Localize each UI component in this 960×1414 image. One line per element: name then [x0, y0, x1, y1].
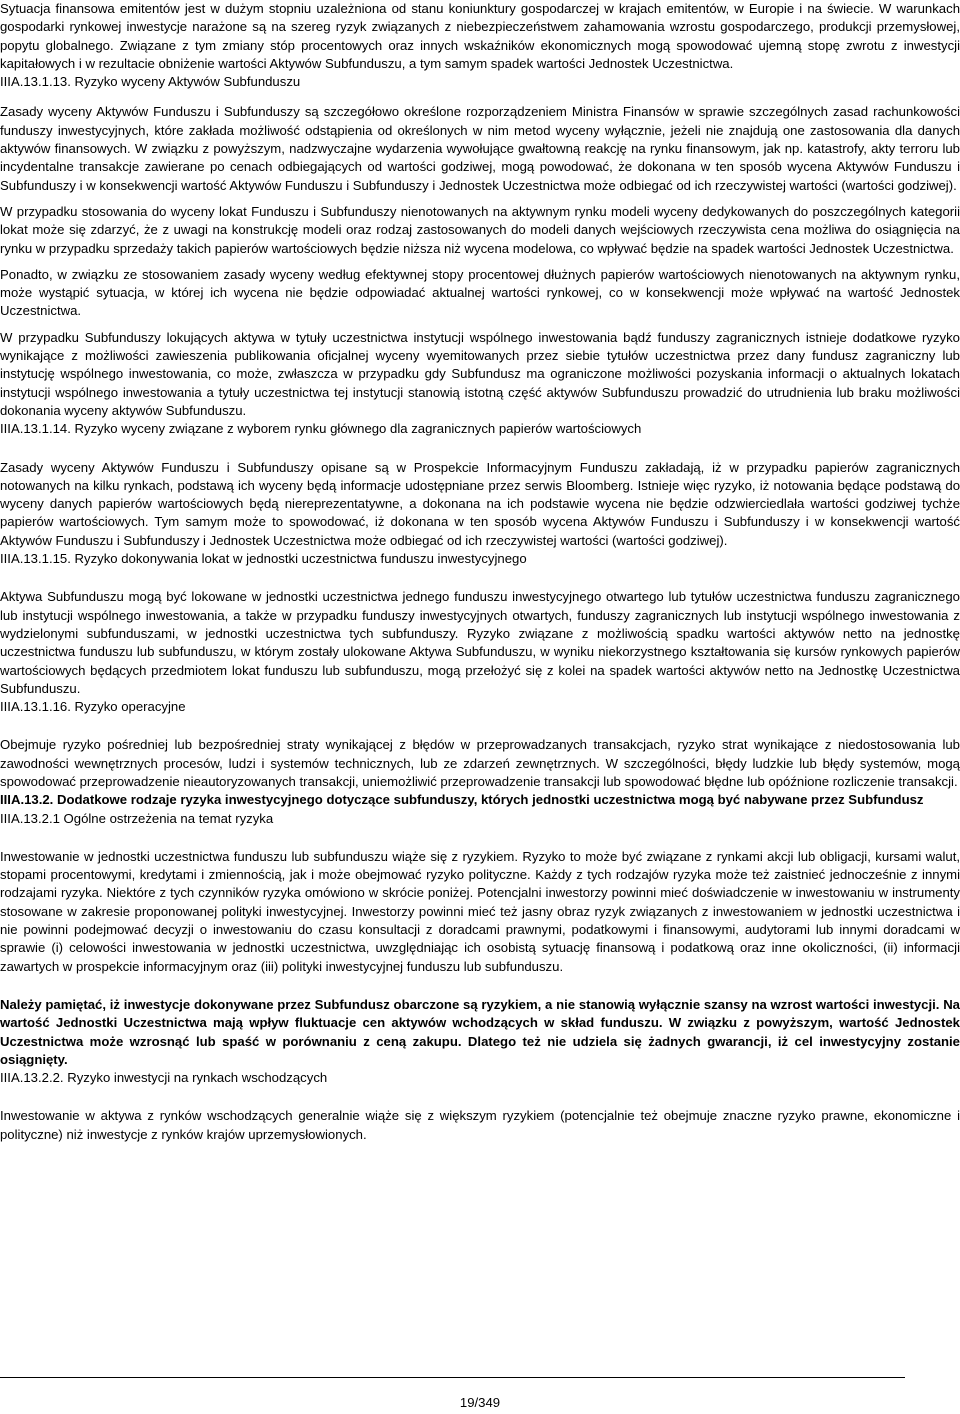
paragraph: Sytuacja finansowa emitentów jest w dużym stopniu uzależniona od stanu koniunktury gospodarczej w krajach emitentów, w Europie i na świecie. W warunkach gospodarki rynkowej inwestycje narażone są na szereg ryzyk związanych z niebezpieczeństwem zahamowania wzrostu gospodarczego, produkcji przemysłowej, popytu globalnego. Związane z tym zmiany stóp procentowych oraz innych wskaźników ekonomicznych mogą spowodować ujemną stopę zwrotu z inwestycji kapitałowych i w rezultacie obniżenie wartości Aktywów Subfunduszu, a tym samym spadek wartości Jednostek Uczestnictwa. [0, 1, 960, 71]
section-heading: IIIA.13.1.13. Ryzyko wyceny Aktywów Subfunduszu [0, 74, 301, 90]
section-heading: IIIA.13.1.15. Ryzyko dokonywania lokat w jednostki uczestnictwa funduszu inwestycyjnego [0, 551, 527, 567]
paragraph: Inwestowanie w aktywa z rynków wschodzących generalnie wiąże się z większym ryzykiem (potencjalnie też obejmuje znaczne ryzyko prawne, ekonomiczne i polityczne) niż inwestycje z rynków krajów uprzemysłowionych. [0, 1108, 960, 1142]
section-heading: IIIA.13.2. Dodatkowe rodzaje ryzyka inwestycyjnego dotyczące subfunduszy, których jednostki uczestnictwa mogą być nabywane przez Subfundusz [0, 792, 924, 808]
section-heading: IIIA.13.1.16. Ryzyko operacyjne [0, 699, 186, 715]
paragraph: W przypadku stosowania do wyceny lokat Funduszu i Subfunduszy nienotowanych na aktywnym rynku modeli wyceny dedykowanych do poszczególnych kategorii lokat może się zdarzyć, że z uwagi na konstrukcję modeli oraz rodzaj zastosowanych do modeli danych wejściowych rzeczywista cena możliwa do osiągnięcia na rynku w przypadku sprzedaży takich papierów wartościowych będzie niższa niż wycena modelowa, co wpływać będzie na spadek wartości Jednostek Uczestnictwa. [0, 203, 960, 256]
section-heading: IIIA.13.2.1 Ogólne ostrzeżenia na temat ryzyka [0, 810, 274, 826]
paragraph: Ponadto, w związku ze stosowaniem zasady wyceny według efektywnej stopy procentowej dłużnych papierów wartościowych nienotowanych na aktywnym rynku, może wystąpić sytuacja, w której ich wycena nie będzie odpowiadać aktualnej wartości rynkowej, co w konsekwencji może wpływać na wartość Jednostek Uczestnictwa. [0, 266, 960, 319]
page-number: 19/349 [459, 1395, 501, 1410]
paragraph: W przypadku Subfunduszy lokujących aktywa w tytuły uczestnictwa instytucji wspólnego inwestowania bądź funduszy zagranicznych istnieje dodatkowe ryzyko wynikające z możliwości zawieszenia publikowania oficjalnej wyceny wyemitowanych przez siebie tytułów uczestnictwa przez dany fundusz zagraniczny lub instytucję wspólnego inwestowania, co może, zwłaszcza w przypadku gdy Subfundusz ma ograniczone możliwości pozyskania informacji o aktualnych lokatach instytucji wspólnego inwestowania a tytuły uczestnictwa tej instytucji stanowią istotną część aktywów Subfunduszu prowadzić do utrudnienia lub braku możliwości dokonania wyceny aktywów Subfunduszu. [0, 329, 960, 418]
section-heading: IIIA.13.1.14. Ryzyko wyceny związane z wyborem rynku głównego dla zagranicznych papierów wartościowych [0, 421, 642, 437]
paragraph: Aktywa Subfunduszu mogą być lokowane w jednostki uczestnictwa jednego funduszu inwestycyjnego otwartego lub tytułów uczestnictwa funduszu zagranicznego lub instytucji wspólnego inwestowania, a także w przypadku funduszy inwestycyjnych otwartych, funduszy zagranicznych lub instytucji wspólnego inwestowania z wydzielonymi subfunduszami, w jednostki uczestnictwa tych subfunduszy. Ryzyko związane z możliwością spadku wartości aktywów netto na jednostkę uczestnictwa funduszu lub subfunduszu, w którym zostały ulokowane Aktywa Subfunduszu, w wyniku niekorzystnego kształtowania się kursów rynkowych papierów wartościowych będących przedmiotem lokat funduszu lub subfunduszu, mogą przełożyć się z kolei na spadek wartości aktywów netto na Jednostkę Uczestnictwa Subfunduszu. [0, 589, 960, 696]
paragraph: Zasady wyceny Aktywów Funduszu i Subfunduszy są szczegółowo określone rozporządzeniem Ministra Finansów w sprawie szczególnych zasad rachunkowości funduszy inwestycyjnych, które zakłada możliwość odstąpienia od określonych w nim metod wyceny wyłącznie, jeżeli nie znajdują one zastosowania dla danych aktywów finansowych. W związku z powyższym, nadzwyczajne wydarzenia wywołujące gwałtowną reakcję na rynku finansowym, jak np. katastrofy, akty terroru lub incydentalne transakcje zawierane po cenach odbiegających od wartości godziwej, mogą powodować, że dokonana w ten sposób wycena Aktywów Funduszu i Subfunduszy i w konsekwencji wartość Aktywów Funduszu i Subfunduszy i Jednostek Uczestnictwa może odbiegać od ich rzeczywistej wartości (wartości godziwej). [0, 104, 960, 193]
paragraph: Zasady wyceny Aktywów Funduszu i Subfunduszy opisane są w Prospekcie Informacyjnym Funduszu zakładają, iż w przypadku papierów zagranicznych notowanych na kilku rynkach, podstawą ich wyceny będą informacje udostępniane przez serwis Bloomberg. Istnieje więc ryzyko, iż notowania będące podstawą do wyceny danych papierów wartościowych będą niereprezentatywne, a dokonana na ich podstawie wycena nie będzie odzwierciedlała wartości godziwej tychże papierów wartościowych. Tym samym może to spowodować, iż dokonana w ten sposób wycena Aktywów Funduszu i Subfunduszy i w konsekwencji wartość Aktywów Funduszu i Subfunduszy i Jednostek Uczestnictwa może odbiegać od ich rzeczywistej wartości (wartości godziwej). [0, 459, 960, 548]
section-heading: IIIA.13.2.2. Ryzyko inwestycji na rynkach wschodzących [0, 1070, 328, 1086]
paragraph: Inwestowanie w jednostki uczestnictwa funduszu lub subfunduszu wiąże się z ryzykiem. Ryzyko to może być związane z rynkami akcji lub obligacji, kursami walut, stopami procentowymi, kredytami i zmiennością, jak i może obejmować ryzyko polityczne. Każdy z tych rodzajów ryzyka może też zaistnieć jednocześnie z innymi rodzajami ryzyka. Niektóre z tych czynników ryzyka omówiono w skrócie poniżej. Potencjalni inwestorzy powinni mieć doświadczenie w inwestowaniu w instrumenty stosowane w zakresie proponowanej polityki inwestycyjnej. Inwestorzy powinni mieć też jasny obraz ryzyk związanych z inwestowaniem w jednostki uczestnictwa i nie powinni podejmować decyzji o inwestowaniu do czasu konsultacji z doradcami prawnymi, podatkowymi i finansowymi, audytorami lub innymi doradcami w sprawie (i) celowości inwestowania w jednostki uczestnictwa, uwzględniając ich osobistą sytuację finansową i podatkową oraz inne okoliczności, (ii) informacji zawartych w prospekcie informacyjnym oraz (iii) polityki inwestycyjnej funduszu lub subfunduszu. [0, 848, 960, 974]
footer-rule [0, 1377, 905, 1378]
paragraph: Obejmuje ryzyko pośredniej lub bezpośredniej straty wynikającej z błędów w przeprowadzanych transakcjach, ryzyko strat wynikające z niedostosowania lub zawodności wewnętrznych procesów, ludzi i systemów technicznych, lub ze zdarzeń zewnętrznych. W szczególności, błędy ludzkie lub błędy systemów, mogą spowodować przeprowadzenie nieautoryzowanych transakcji, uniemożliwić przeprowadzenie transakcji lub spowodować błędne lub opóźnione rozliczenie transakcji. [0, 737, 960, 789]
paragraph: Należy pamiętać, iż inwestycje dokonywane przez Subfundusz obarczone są ryzykiem, a nie stanowią wyłącznie szansy na wzrost wartości inwestycji. Na wartość Jednostki Uczestnictwa mają wpływ fluktuacje cen aktywów wchodzących w skład funduszu. W związku z powyższym, wartość Jednostek Uczestnictwa może wzrosnąć lub spaść w porównaniu z ceną zakupu. Dlatego też nie udziela się żadnych gwarancji, iż cel inwestycyjny zostanie osiągnięty. [0, 996, 960, 1067]
